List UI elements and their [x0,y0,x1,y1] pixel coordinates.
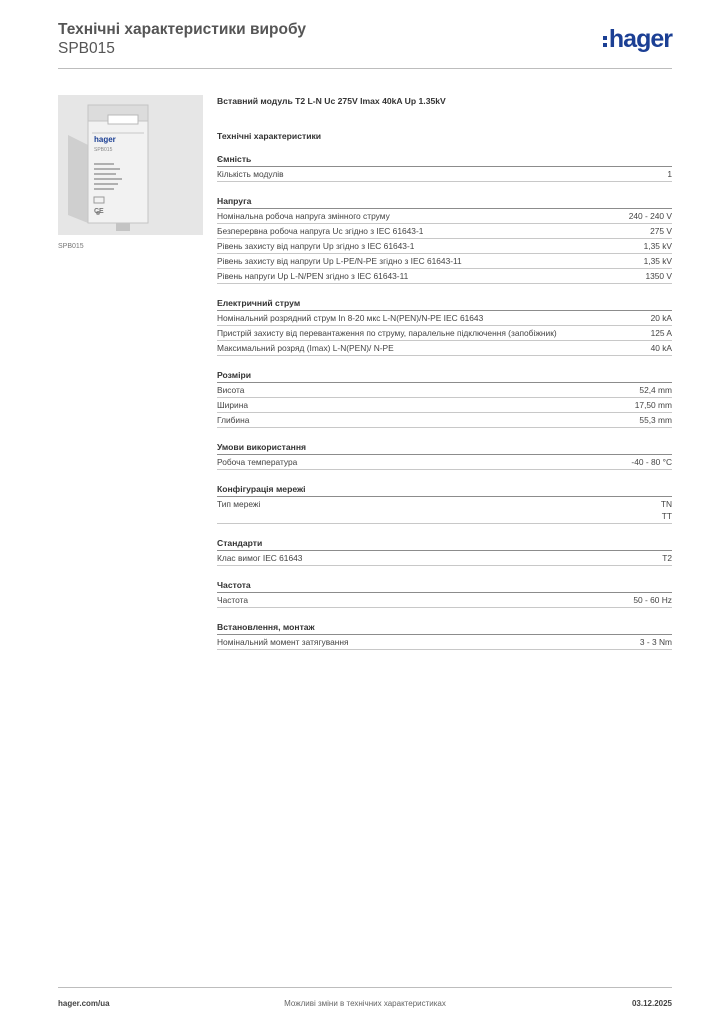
spec-value-line: -40 - 80 °C [631,457,672,467]
spec-value-line: 55,3 mm [639,415,672,425]
product-image [58,95,203,235]
spec-group-title: Розміри [217,369,672,383]
spec-row [217,254,672,269]
spec-label: Рівень напруги Up L-N/PEN згідно з IEC 61643-11 [217,271,409,281]
spec-value [644,240,672,252]
spec-row [217,167,672,182]
spec-group-title: Ємність [217,153,672,167]
spec-value-line: 17,50 mm [634,400,672,410]
spec-value-line: 50 - 60 Hz [633,595,672,605]
spec-value-line: 1350 V [645,271,672,281]
spec-label: Тип мережі [217,499,261,509]
spec-group [217,483,672,524]
spec-label: Максимальний розряд (Imax) L-N(PEN)/ N-PE [217,343,394,353]
spec-group [217,537,672,566]
spec-group-title: Конфігурація мережі [217,483,672,497]
device-model-label: SPB015 [94,147,113,153]
spec-value-line: 20 kA [650,313,672,323]
hager-logo [603,26,672,52]
page-footer [58,987,672,1013]
spec-value-line: 1,35 kV [643,241,672,251]
spec-value [651,312,672,324]
spec-row [217,209,672,224]
spec-group [217,297,672,356]
spec-row [217,239,672,254]
spec-group [217,579,672,608]
spec-value [662,552,672,564]
spec-group [217,369,672,428]
spec-value-line: 40 kA [650,343,672,353]
spec-group [217,441,672,470]
spec-row [217,224,672,239]
logo-text: hager [608,25,672,53]
spec-row [217,413,672,428]
spec-value-line: 1,35 kV [643,256,672,266]
spec-group-title: Напруга [217,195,672,209]
spec-value [651,342,672,354]
spec-row [217,341,672,356]
spec-value [633,594,672,606]
specs-heading: Технічні характеристики [217,131,322,141]
spec-label: Безперервна робоча напруга Uc згідно з IEC 61643-1 [217,226,424,236]
spec-row [217,593,672,608]
spec-group-title: Електричний струм [217,297,672,311]
spec-label: Клас вимог IEC 61643 [217,553,303,563]
spec-value [640,636,672,648]
spec-value-line: 240 - 240 V [628,211,672,221]
spec-value [644,255,672,267]
spec-group [217,621,672,650]
spec-row [217,269,672,284]
footer-website: hager.com/ua [58,999,110,1008]
spec-row [217,497,672,524]
spec-value [645,270,672,282]
device-brand-label: hager [94,135,116,144]
spec-label: Номінальний момент затягування [217,637,349,647]
page-title: Технічні характеристики виробу [58,21,306,38]
product-description: Вставний модуль T2 L-N Uc 275V Imax 40kA Up 1.35kV [217,96,446,106]
spec-value [639,414,672,426]
spec-group-title: Встановлення, монтаж [217,621,672,635]
spec-value [635,399,672,411]
page-header [58,20,672,69]
spec-row [217,551,672,566]
spec-label: Рівень захисту від напруги Up L-PE/N-PE згідно з IEC 61643-11 [217,256,462,266]
ce-mark: CE [94,208,104,215]
footer-date: 03.12.2025 [631,999,672,1008]
spec-value-line: 275 V [650,226,672,236]
spec-row [217,398,672,413]
spec-value [650,225,672,237]
spec-value-line: TN [660,499,672,509]
spec-groups [217,153,672,650]
spec-value-line: 1 [667,169,672,179]
spec-value-line: TT [661,511,672,521]
spec-group-title: Умови використання [217,441,672,455]
spec-value [631,456,672,468]
spec-row [217,326,672,341]
spec-label: Ширина [217,400,248,410]
spec-label: Висота [217,385,245,395]
spec-value [639,384,672,396]
spec-value [667,168,672,180]
spec-row [217,635,672,650]
footer-notice: Можливі зміни в технічних характеристиках [284,999,446,1008]
spec-label: Глибина [217,415,250,425]
spec-label: Робоча температура [217,457,298,467]
spec-value [661,498,672,522]
spec-group [217,153,672,182]
spec-label: Номінальна робоча напруга змінного струму [217,211,390,221]
spec-value-line: 52,4 mm [639,385,672,395]
spec-label: Частота [217,595,249,605]
spec-value-line: 125 A [650,328,672,338]
spec-value-line: 3 - 3 Nm [639,637,672,647]
spec-label: Рівень захисту від напруги Up згідно з IEC 61643-1 [217,241,415,251]
spec-label: Номінальний розрядний струм In 8-20 мкс L-N(PEN)/N-PE IEC 61643 [217,313,484,323]
spec-group [217,195,672,284]
spec-label: Пристрій захисту від перевантаження по струму, паралельне підключення (запобіжник) [217,328,557,338]
spec-value [651,327,672,339]
spec-content [217,95,672,650]
spec-row [217,383,672,398]
spec-group-title: Частота [217,579,672,593]
logo-dots-icon [603,36,607,47]
spec-row [217,311,672,326]
product-image-caption: SPB015 [58,243,84,250]
product-code: SPB015 [58,40,115,57]
spec-value-line: T2 [662,553,672,563]
spec-group-title: Стандарти [217,537,672,551]
spec-value [629,210,672,222]
spec-row [217,455,672,470]
spec-label: Кількість модулів [217,169,284,179]
surge-module-icon [58,95,203,235]
